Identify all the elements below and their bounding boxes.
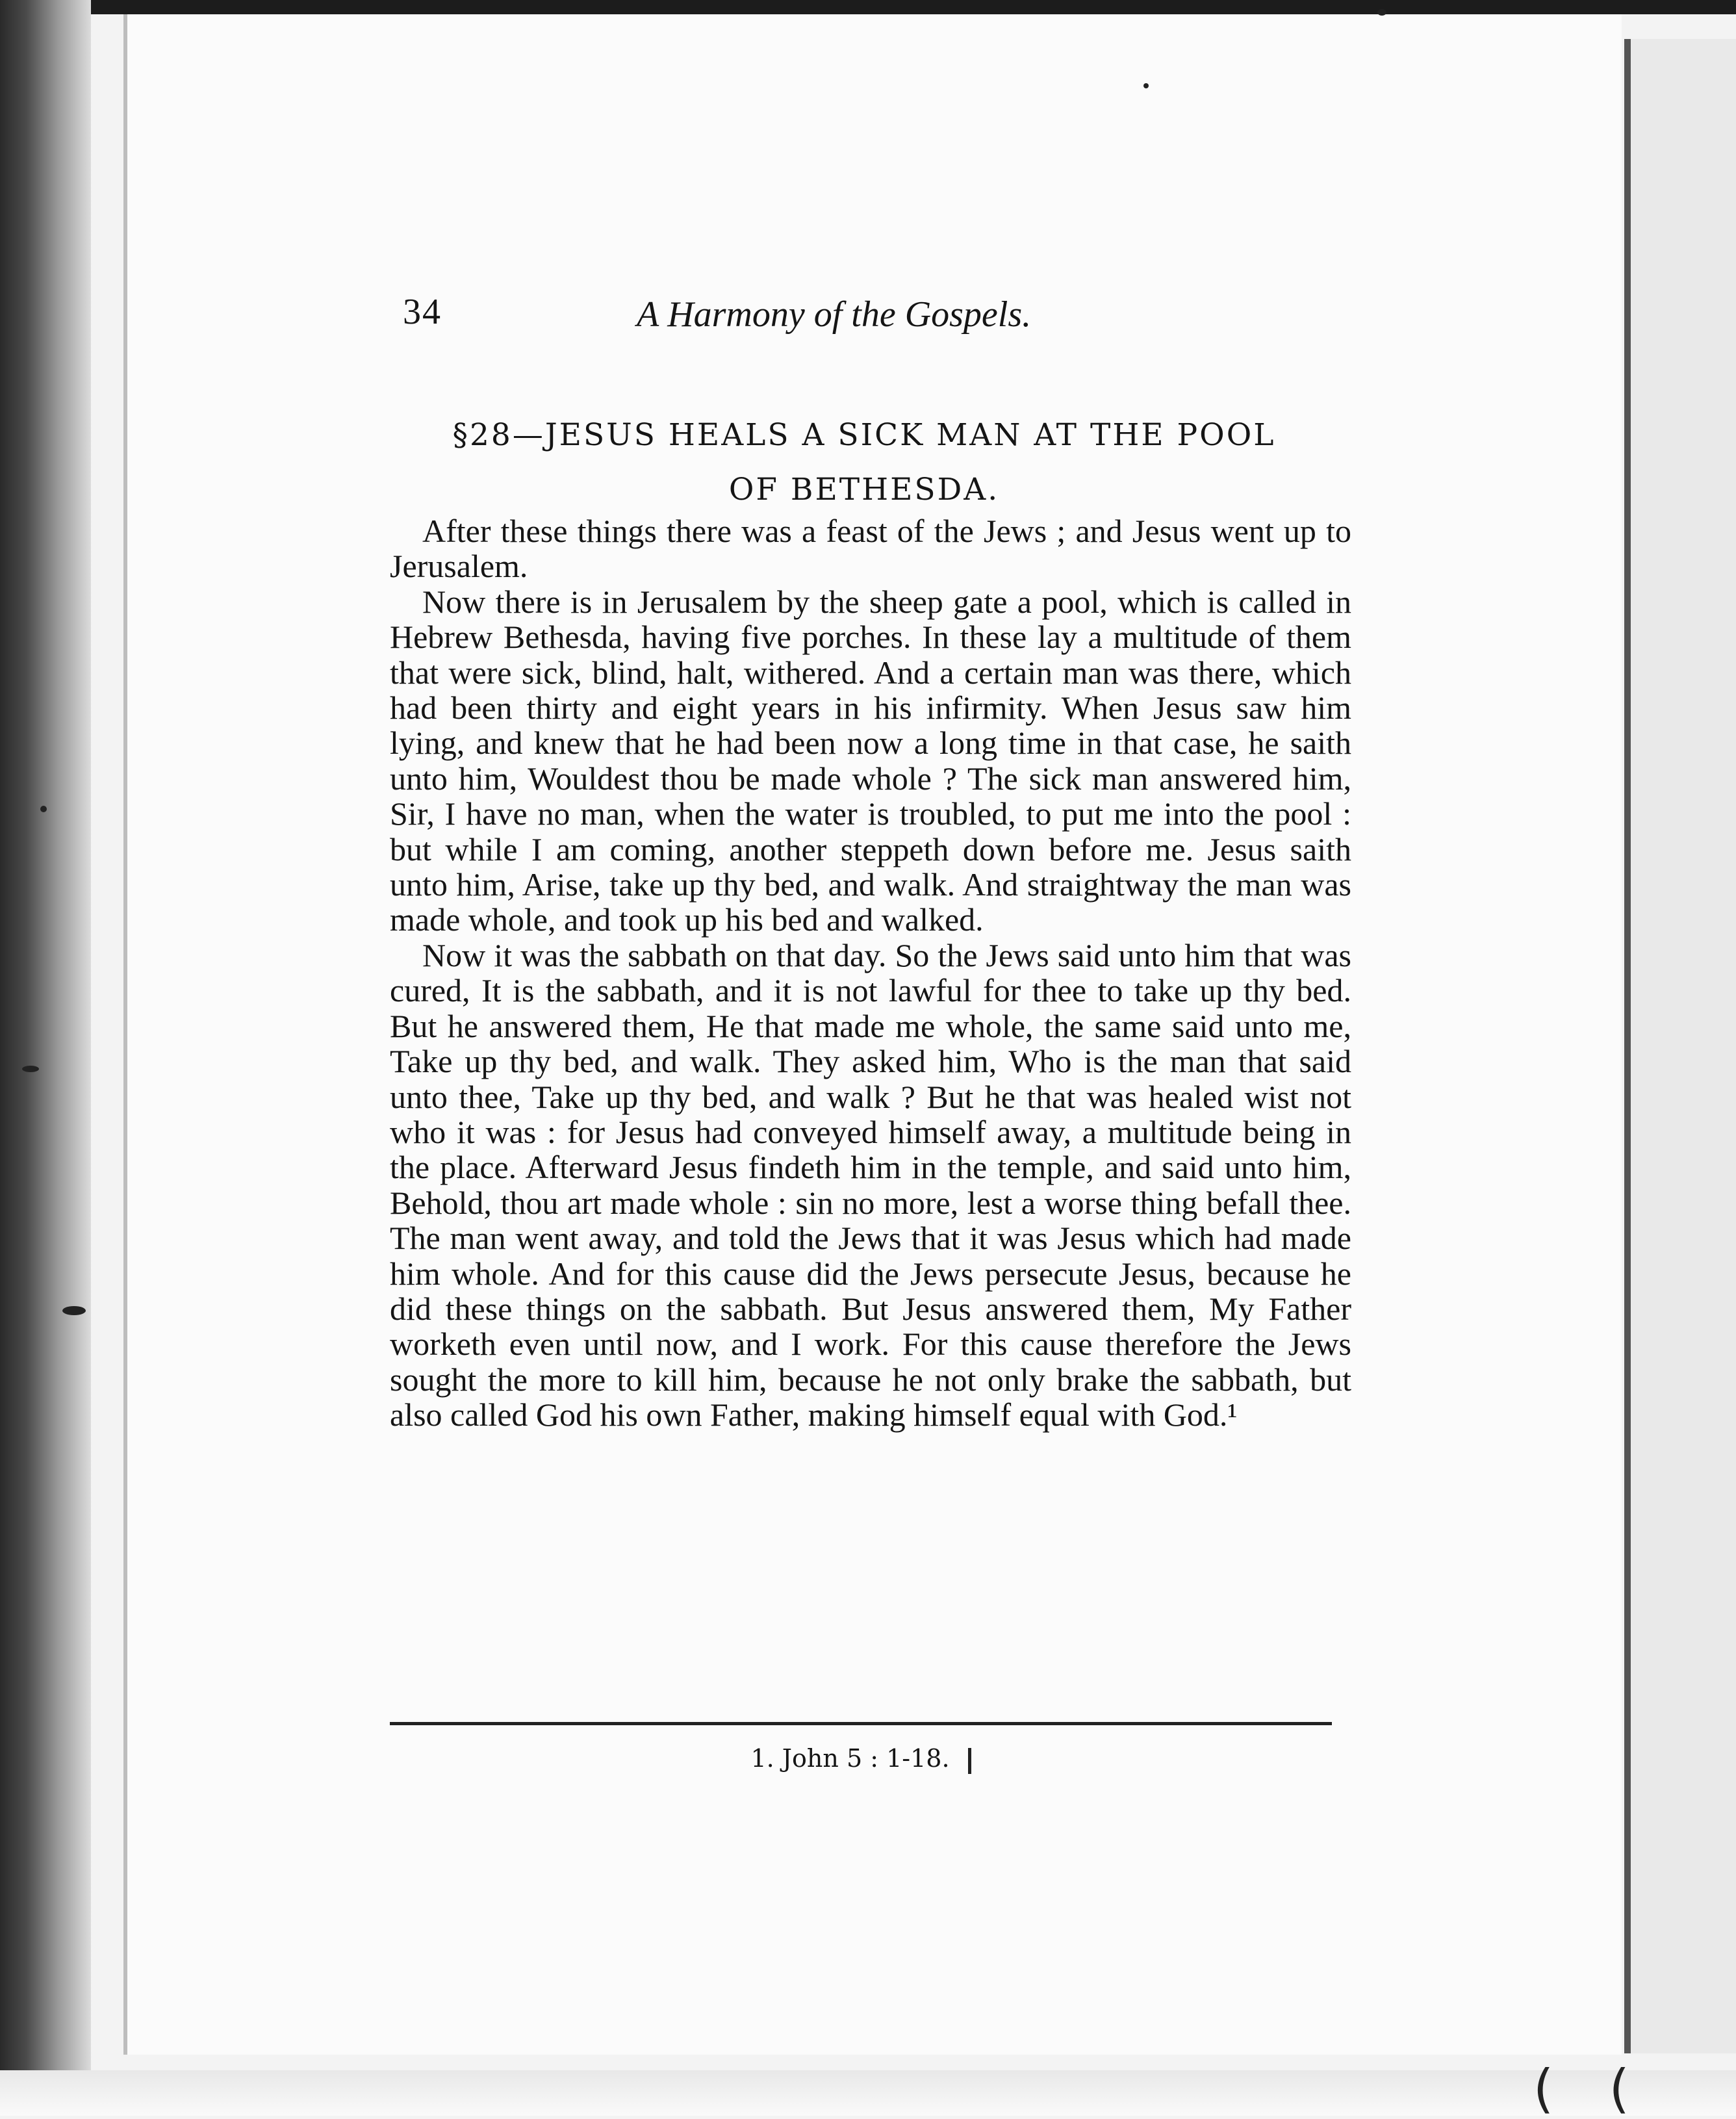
footnote: [390, 1744, 1332, 1774]
section-heading: [396, 408, 1332, 517]
footnote-text: 1. John 5 : 1-18.: [750, 1744, 950, 1773]
section-heading-line-1: §28—JESUS HEALS A SICK MAN AT THE POOL: [452, 417, 1276, 453]
facing-page-edge: [1624, 39, 1736, 2053]
scan-bottom-border: [0, 2070, 1736, 2116]
paragraph: After these things there was a feast of the Jews ; and Jesus went up to Jerusalem.: [390, 513, 1351, 585]
scan-corner-marks: ( (: [1533, 2059, 1649, 2119]
paragraph: Now it was the sabbath on that day. So the Jews said unto him that was cured, It is the sabbath, and it is not lawful for thee to take up thy bed. But he answered them, He that made me whole, the same said unto me, Take up thy bed, and walk. They asked him, Who is the man that said unto thee, Take up thy bed, and walk ? But he that was healed wist not who it was : for Jesus had conveyed himself away, a multitude being in the place. Afterward Jesus findeth him in the temple, and said unto him, Behold, thou art made whole : sin no more, lest a worse thing befall thee. The man went away, and told the Jews that it was Jesus which had made him whole. And for this cause did the Jews persecute Jesus, because he did these things on the sabbath. But Jesus answered them, My Father worketh even until now, and I work. For this cause therefore the Jews sought the more to kill him, because he not only brake the sabbath, but also called God his own Father, making himself equal with God.¹: [390, 936, 1351, 1433]
page-number: 34: [403, 292, 442, 332]
body-text: [390, 513, 1351, 1433]
page-header: [403, 291, 1137, 343]
paragraph: Now there is in Jerusalem by the sheep gate a pool, which is called in Hebrew Bethesda, having five porches. In these lay a multitude of them that were sick, blind, halt, withered. And a certain man was there, which had been thirty and eight years in his infirmity. When Jesus saw him lying, and knew that he had been now a long time in that case, he saith unto him, Wouldest thou be made whole ? The sick man answered him, Sir, I have no man, when the water is troubled, to put me into the pool : but while I am coming, another steppeth down before me. Jesus saith unto him, Arise, take up thy bed, and walk. And straightway the man was made whole, and took up his bed and walked.: [390, 583, 1351, 938]
footnote-mark: [968, 1748, 971, 1774]
running-title: A Harmony of the Gospels.: [637, 294, 1032, 335]
scan-left-border: [0, 0, 91, 2116]
scan-top-border: [0, 0, 1736, 14]
footnote-divider: [390, 1722, 1332, 1725]
section-heading-line-2: OF BETHESDA.: [728, 472, 1000, 507]
